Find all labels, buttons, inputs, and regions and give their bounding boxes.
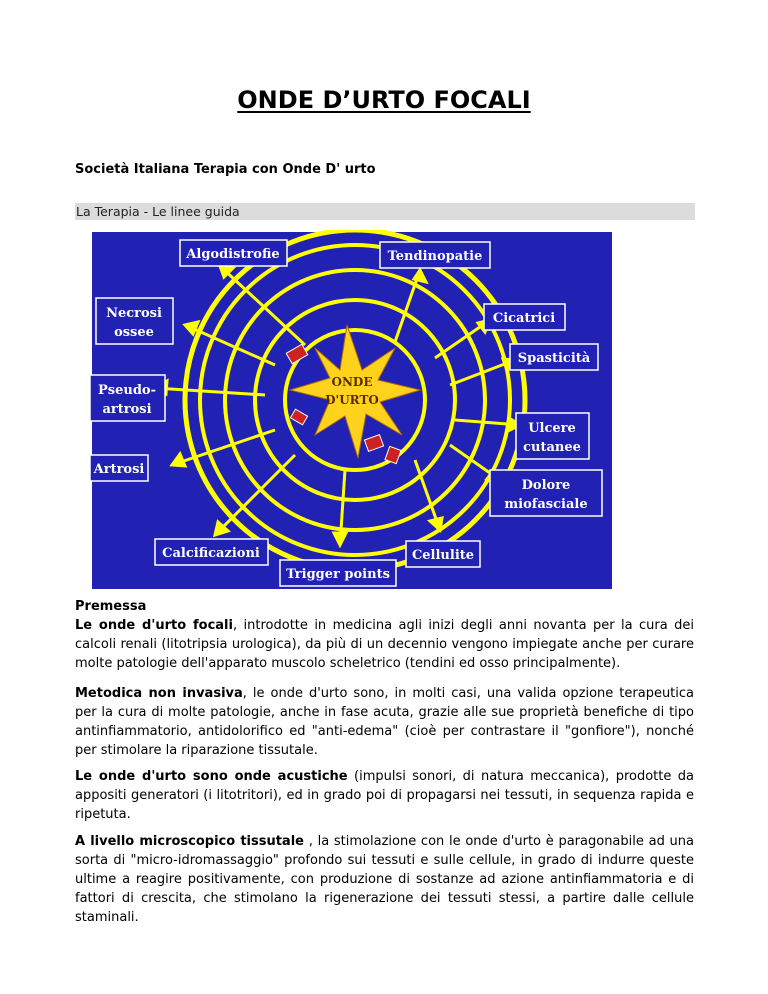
paragraph-heading: Premessa <box>75 599 147 614</box>
paragraph-lead: Le onde d'urto sono onde acustiche <box>75 769 348 784</box>
label-calcificazioni <box>155 539 268 565</box>
svg-text:ossee: ossee <box>114 325 154 340</box>
svg-text:artrosi: artrosi <box>102 402 152 417</box>
svg-text:Cicatrici: Cicatrici <box>492 311 556 326</box>
label-ulcere-cutanee <box>516 413 589 459</box>
paragraph-body: , la stimolazione con le onde d'urto è paragonabile ad una sorta di "micro-idromassaggio" profondo sui tessuti e sulle cellule, in grado di indurre queste ultime a reagire positivamente, con produzione di sostanze ad azione antinfiammatoria e di fattori di crescita, che stimolano la rigenerazione dei tessuti stessi, a partire dalle cellule staminali. <box>75 834 694 925</box>
paragraph-livello-microscopico <box>75 832 694 927</box>
svg-text:Trigger points: Trigger points <box>286 567 390 582</box>
paragraph-lead: Le onde d'urto focali <box>75 618 233 633</box>
svg-text:Ulcere: Ulcere <box>528 421 576 436</box>
page-title: ONDE D’URTO FOCALI <box>237 86 531 114</box>
label-trigger-points <box>280 560 396 586</box>
svg-text:Spasticità: Spasticità <box>517 351 591 366</box>
paragraph-lead: Metodica non invasiva <box>75 686 243 701</box>
label-cicatrici <box>484 304 565 330</box>
label-spasticita <box>510 344 598 370</box>
shockwave-diagram <box>90 230 615 592</box>
paragraph-body: , le onde d'urto sono, in molti casi, una valida opzione terapeutica per la cura di molte patologie, anche in fase acuta, grazie alle sue proprietà benefiche di tipo antinfiammatorio, antidolorifico ed "anti-edema" (cioè per contrastare il "gonfiore"), nonché per stimolare la riparazione tissutale. <box>75 686 695 758</box>
subtitle: Società Italiana Terapia con Onde D' urto <box>75 162 376 177</box>
center-label-2: D'URTO <box>325 393 379 407</box>
label-tendinopatie <box>380 242 490 268</box>
svg-text:Dolore: Dolore <box>521 478 571 493</box>
label-necrosi-ossee <box>96 298 173 344</box>
label-pseudo-artrosi <box>90 375 165 421</box>
svg-text:Cellulite: Cellulite <box>411 548 475 563</box>
label-artrosi <box>90 455 148 481</box>
svg-text:Calcificazioni: Calcificazioni <box>162 546 260 561</box>
label-dolore-miofasciale <box>490 470 602 516</box>
paragraph-premessa <box>75 597 694 673</box>
svg-text:Algodistrofie: Algodistrofie <box>186 247 280 262</box>
label-algodistrofie <box>180 240 287 266</box>
paragraph-onde-acustiche <box>75 767 694 824</box>
svg-text:cutanee: cutanee <box>523 440 581 455</box>
paragraph-metodica <box>75 684 694 760</box>
svg-text:Artrosi: Artrosi <box>93 462 145 477</box>
center-label-1: ONDE <box>331 375 373 389</box>
label-cellulite <box>406 541 480 567</box>
svg-text:miofasciale: miofasciale <box>504 497 588 512</box>
svg-text:Tendinopatie: Tendinopatie <box>387 249 483 264</box>
paragraph-body: (impulsi sonori, di natura meccanica), prodotte da appositi generatori (i litotritori), ed in grado poi di propagarsi nei tessuti, in sequenza rapida e ripetuta. <box>75 769 695 822</box>
section-bar: La Terapia - Le linee guida <box>75 203 695 220</box>
paragraph-lead: A livello microscopico tissutale <box>75 834 304 849</box>
svg-text:Pseudo-: Pseudo- <box>98 383 156 398</box>
svg-text:Necrosi: Necrosi <box>106 306 162 321</box>
paragraph-body: , introdotte in medicina agli inizi degli anni novanta per la cura dei calcoli renali (litotripsia urologica), da più di un decennio vengono impiegate anche per curare molte patologie dell'apparato muscolo scheletrico (tendini ed osso principalmente). <box>75 618 694 671</box>
